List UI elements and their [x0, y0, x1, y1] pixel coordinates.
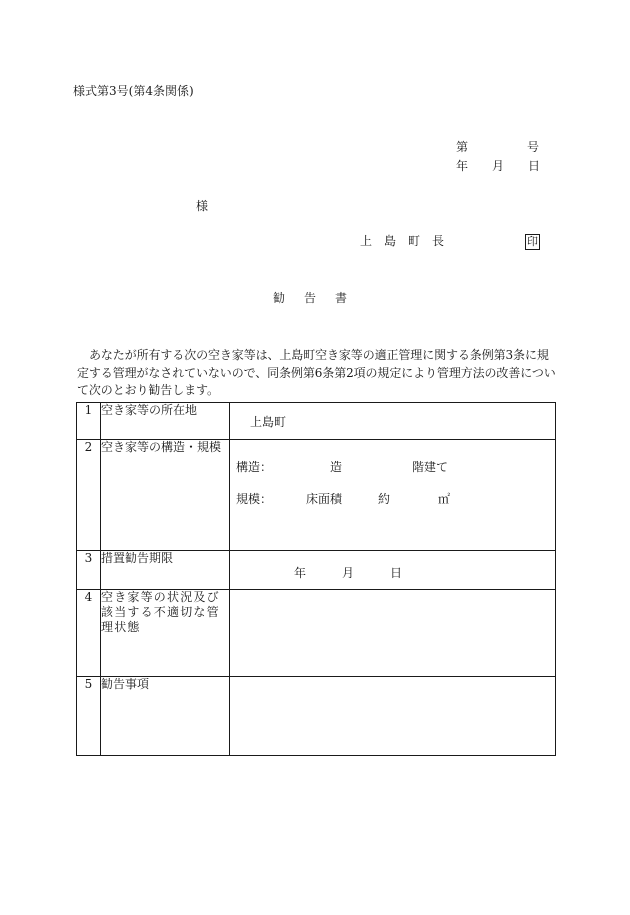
date-year-label: 年 — [456, 159, 469, 173]
issuer-char: 長 — [432, 234, 445, 248]
deadline-day: 日 — [390, 566, 403, 580]
document-number-suffix: 号 — [527, 140, 540, 154]
title-char: 告 — [304, 291, 317, 305]
floor-area-label: 床面積 — [306, 492, 343, 506]
scale-prefix: 規模： — [236, 492, 273, 506]
addressee-honorific: 様 — [196, 199, 209, 213]
row-number: 1 — [77, 403, 101, 440]
condition-value-cell — [230, 590, 556, 677]
location-value: 上島町 — [250, 415, 287, 429]
issuer-char: 町 — [408, 234, 421, 248]
deadline-year: 年 — [294, 566, 307, 580]
structure-unit: 造 — [330, 460, 343, 474]
structure-prefix: 構造： — [236, 460, 273, 474]
location-value-cell — [230, 403, 556, 440]
recommendation-table — [76, 402, 556, 756]
recommendation-body-text: あなたが所有する次の空き家等は、上島町空き家等の適正管理に関する条例第3条に規定する管理がなされていないので、同条例第6条第2項の規定により管理方法の改善について次のとおり勧告します。 — [77, 348, 556, 397]
table-row — [77, 551, 556, 590]
recommendation-items-cell — [230, 677, 556, 756]
issuer-name — [360, 235, 456, 247]
table-row — [77, 403, 556, 440]
title-char: 書 — [335, 291, 348, 305]
row-number: 4 — [77, 590, 101, 677]
row-label: 措置勧告期限 — [101, 551, 230, 590]
document-number-prefix: 第 — [456, 140, 469, 154]
approx-label: 約 — [378, 492, 391, 506]
deadline-cell — [230, 551, 556, 590]
row-label: 空き家等の構造・規模 — [101, 440, 230, 551]
document-title — [273, 292, 366, 304]
deadline-month: 月 — [342, 566, 355, 580]
area-unit: ㎡ — [438, 492, 451, 506]
row-number: 5 — [77, 677, 101, 756]
title-char: 勧 — [273, 291, 286, 305]
table-row — [77, 590, 556, 677]
form-number-label: 様式第3号(第4条関係) — [73, 84, 194, 98]
seal-mark: 印 — [527, 235, 538, 248]
table-row — [77, 440, 556, 551]
scale-line — [236, 490, 555, 504]
floors-unit: 階建て — [412, 460, 449, 474]
row-label: 空き家等の状況及び該当する不適切な管理状態 — [101, 590, 230, 677]
deadline-date — [230, 564, 555, 578]
row-label: 空き家等の所在地 — [101, 403, 230, 440]
date-month-label: 月 — [492, 159, 505, 173]
structure-line — [236, 458, 555, 472]
date-day-label: 日 — [528, 159, 541, 173]
table-row — [77, 677, 556, 756]
issuer-char: 上 — [360, 234, 373, 248]
issuer-char: 島 — [384, 234, 397, 248]
structure-cell — [230, 440, 556, 551]
row-number: 2 — [77, 440, 101, 551]
row-label: 勧告事項 — [101, 677, 230, 756]
row-number: 3 — [77, 551, 101, 590]
